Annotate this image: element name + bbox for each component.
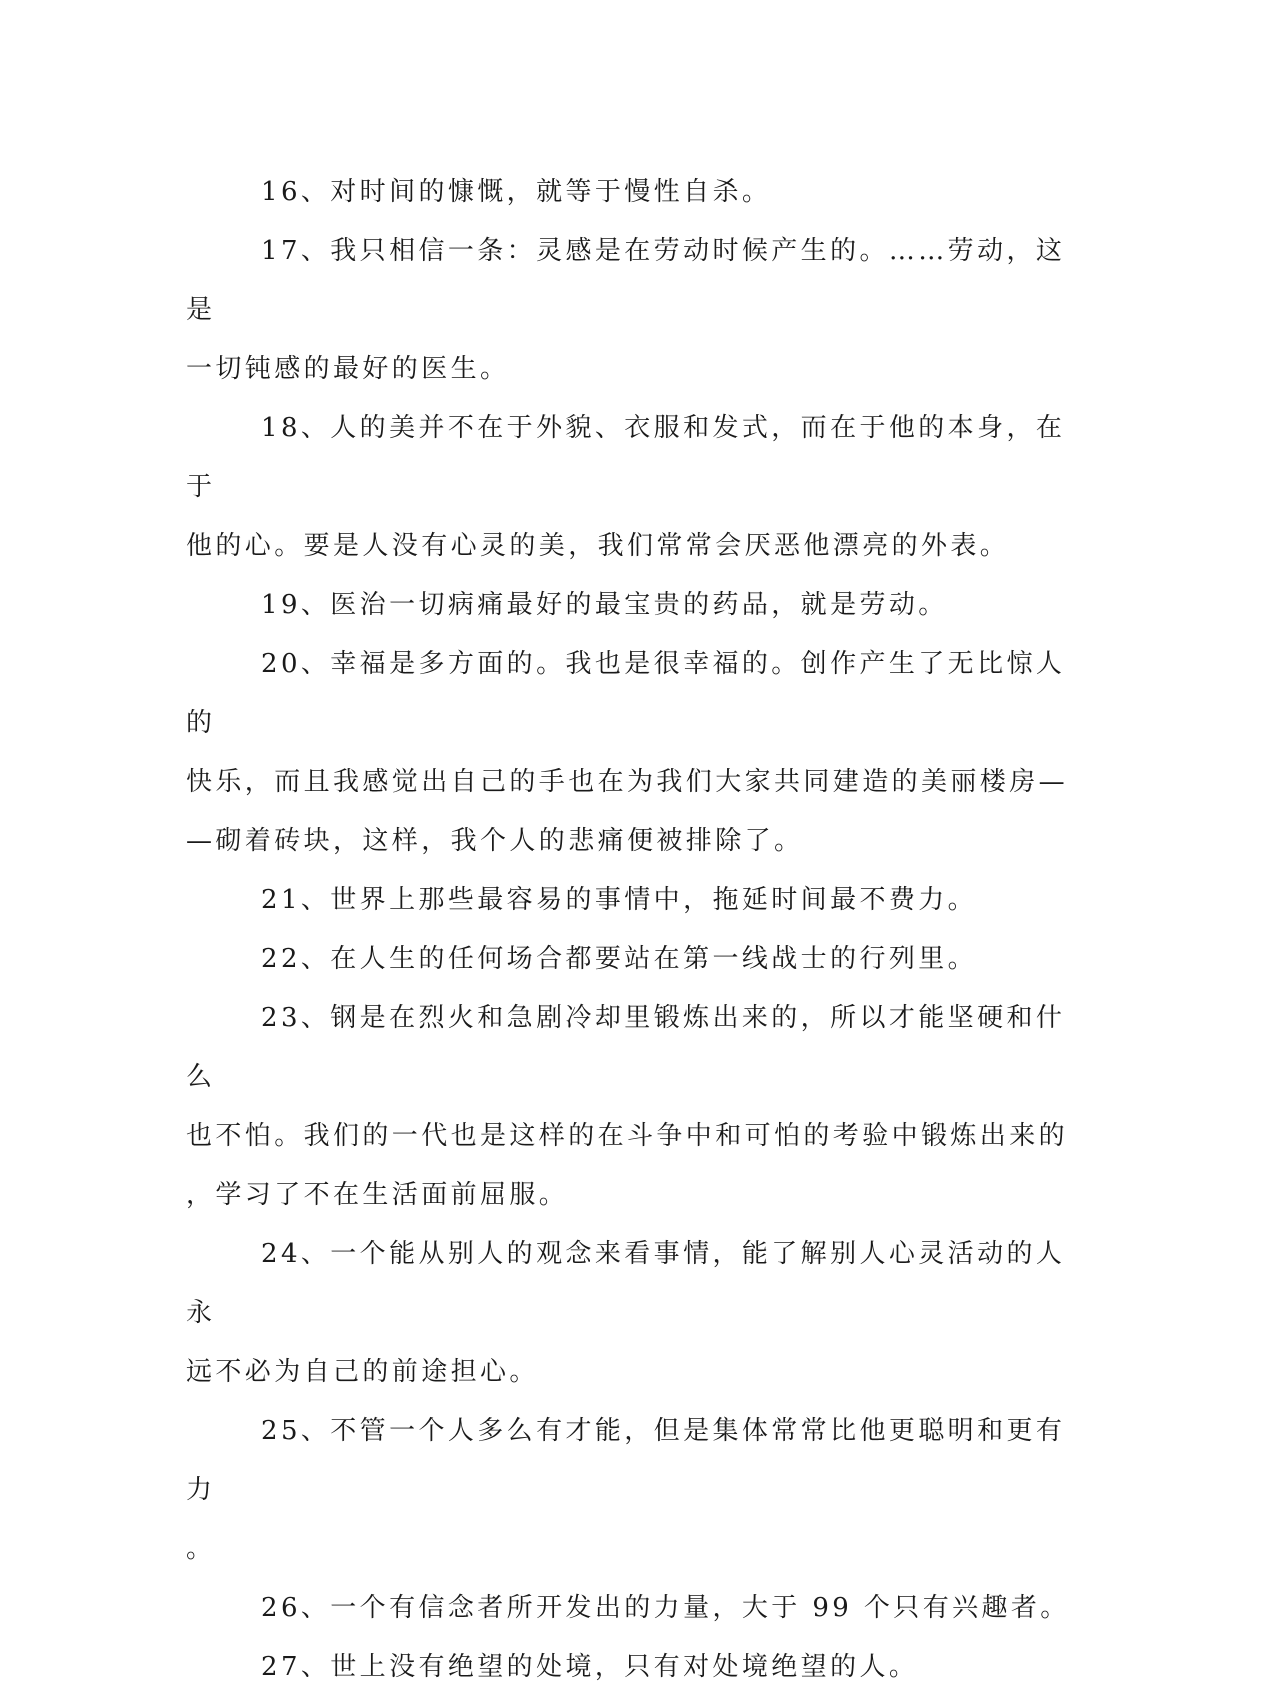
line: 也不怕。我们的一代也是这样的在斗争中和可怕的考验中锻炼出来的 bbox=[186, 1121, 1069, 1151]
line: 19、医治一切病痛最好的最宝贵的药品，就是劳动。 bbox=[261, 590, 948, 620]
line: 24、一个能从别人的观念来看事情，能了解别人心灵活动的人永 bbox=[186, 1239, 1066, 1328]
paragraph-24 bbox=[186, 1225, 1086, 1402]
line: ，学习了不在生活面前屈服。 bbox=[186, 1180, 569, 1210]
paragraph-22 bbox=[186, 930, 1086, 989]
line: 18、人的美并不在于外貌、衣服和发式，而在于他的本身，在于 bbox=[186, 413, 1066, 502]
paragraph-27 bbox=[186, 1638, 1086, 1697]
paragraph-25 bbox=[186, 1402, 1086, 1579]
paragraph-20 bbox=[186, 635, 1086, 871]
line: 23、钢是在烈火和急剧冷却里锻炼出来的，所以才能坚硬和什么 bbox=[186, 1003, 1066, 1092]
paragraph-23 bbox=[186, 989, 1086, 1225]
line: 16、对时间的慷慨，就等于慢性自杀。 bbox=[261, 177, 772, 207]
line: 17、我只相信一条：灵感是在劳动时候产生的。……劳动，这是 bbox=[186, 236, 1066, 325]
line: 26、一个有信念者所开发出的力量，大于 99 个只有兴趣者。 bbox=[261, 1593, 1070, 1623]
line: 快乐，而且我感觉出自己的手也在为我们大家共同建造的美丽楼房— bbox=[186, 767, 1069, 797]
line: 27、世上没有绝望的处境，只有对处境绝望的人。 bbox=[261, 1652, 919, 1682]
line: 他的心。要是人没有心灵的美，我们常常会厌恶他漂亮的外表。 bbox=[186, 531, 1010, 561]
line: 。 bbox=[186, 1534, 216, 1564]
line: 25、不管一个人多么有才能，但是集体常常比他更聪明和更有力 bbox=[186, 1416, 1066, 1505]
paragraph-19 bbox=[186, 576, 1086, 635]
line: 远不必为自己的前途担心。 bbox=[186, 1357, 539, 1387]
paragraph-18 bbox=[186, 399, 1086, 576]
line: —砌着砖块，这样，我个人的悲痛便被排除了。 bbox=[186, 826, 804, 856]
paragraph-17 bbox=[186, 222, 1086, 399]
paragraph-21 bbox=[186, 871, 1086, 930]
line: 一切钝感的最好的医生。 bbox=[186, 354, 510, 384]
paragraph-16 bbox=[186, 163, 1086, 222]
paragraph-26 bbox=[186, 1579, 1086, 1638]
line: 22、在人生的任何场合都要站在第一线战士的行列里。 bbox=[261, 944, 978, 974]
document-body bbox=[186, 163, 1086, 1697]
line: 21、世界上那些最容易的事情中，拖延时间最不费力。 bbox=[261, 885, 978, 915]
line: 20、幸福是多方面的。我也是很幸福的。创作产生了无比惊人的 bbox=[186, 649, 1066, 738]
